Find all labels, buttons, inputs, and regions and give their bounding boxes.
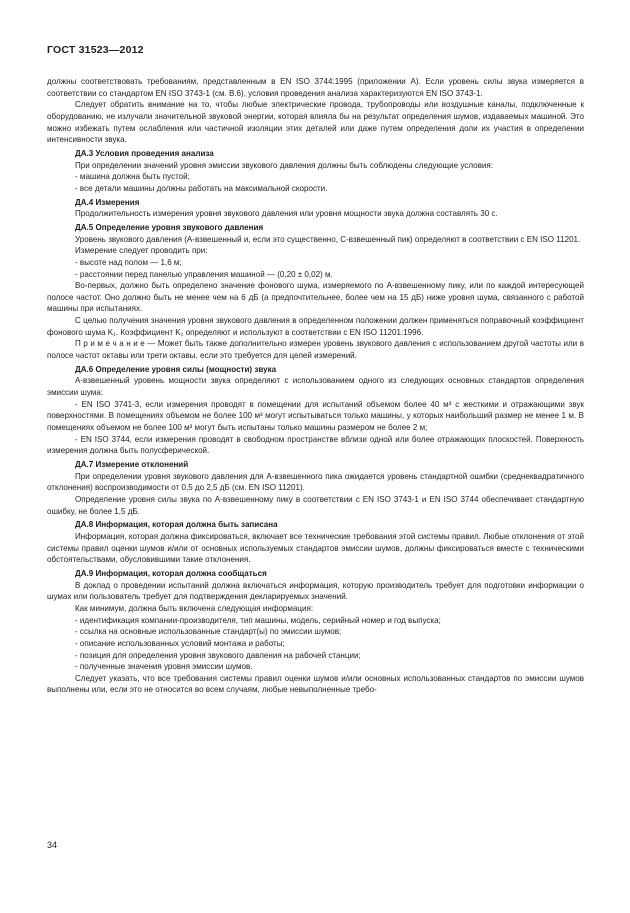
page-number: 34 [47,840,58,850]
section-heading: ДА.5 Определение уровня звукового давления [75,222,264,232]
paragraph: В доклад о проведении испытаний должна включаться информация, которую производитель требует для подготовки информации о шумах или пользователь требует для подтверждения декларируемых значений. [47,580,584,602]
section-heading: ДА.7 Измерение отклонений [75,460,189,469]
paragraph: Измерение следует проводить при: [75,246,208,256]
standard-header: ГОСТ 31523—2012 [47,44,144,56]
list-item: - EN ISO 3744, если измерения проводят в свободном пространстве вблизи одной или более отражающих плоскостей. Поверхность измерения должна быть полусферической. [47,434,584,456]
paragraph: A-взвешенный уровень мощности звука определяют с использованием одного из следующих основных стандартов определения эмиссии шума: [47,376,584,398]
section-heading: ДА.8 Информация, которая должна быть записана [75,520,278,530]
section-heading: ДА.3 Условия проведения анализа [75,148,214,158]
paragraph: Информация, которая должна фиксироваться, включает все технические требования этой системы правил. Любые отклонения от этой системы правил оценки шумов и/или от основных используемых стандартов эмиссии шумов, должны фиксироваться вместе с техническими обстоятельствами, обусловившими такие отклонения. [47,531,584,565]
document-body [47,76,584,696]
list-item: - высоте над полом — 1,6 м; [75,257,182,267]
paragraph: Во-первых, должно быть определено значение фонового шума, измеряемого по A-взвешенному пику, или по каждой интересующей полосе частот. Оно должно быть не менее чем на 6 дБ (а предпочтительнее, более чем на 15 дБ) ниже уровня шума, связанного с работой машины при испытаниях. [47,281,584,314]
note: П р и м е ч а н и е — Может быть также дополнительно измерен уровень звукового давления с использованием другой частоты или в полосе частот октавы или трети октавы, если это требуется для целей измерений. [47,339,584,361]
section-heading: ДА.9 Информация, которая должна сообщаться [75,568,267,578]
list-item: - полученные значения уровня эмиссии шумов. [75,662,253,672]
section-heading: ДА.4 Измерения [75,197,140,207]
paragraph: Как минимум, должна быть включена следующая информация: [75,603,314,613]
paragraph: С целью получения значения уровня звукового давления в определенном положении должен применяться поправочный коэффициент фонового шума K₁. Коэффициент K₁ определяют и используют в соответствии с EN ISO 11201:1996. [47,316,584,337]
list-item: - описание использованных условий монтажа и работы; [75,638,285,648]
paragraph: Уровень звукового давления (A-взвешенный и, если это существенно, C-взвешенный пик) определяют в соответствии с EN ISO 11201. [75,234,581,244]
paragraph: Определение уровня силы звука по A-взвешенному пику в соответствии с EN ISO 3743-1 и EN ISO 3744 обеспечивает стандартную ошибку, не более 1,5 дБ. [47,494,584,516]
list-item: - ссылка на основные использованные стандарт(ы) по эмиссии шумов; [75,627,342,637]
list-item: - позиция для определения уровня звукового давления на рабочей станции; [75,650,361,660]
list-item: - все детали машины должны работать на максимальной скорости. [75,183,328,193]
paragraph: Следует обратить внимание на то, чтобы любые электрические провода, трубопроводы или воздушные каналы, подключенные к оборудованию, не излучали значительной звуковой энергии, которая влияла бы на результат определения шумов, издаваемых машиной. Это можно избежать путем ослабления или частичной изоляции этих деталей или даже путем определения доли их участия в определении интенсивности звука. [47,100,584,145]
paragraph: должны соответствовать требованиям, представленным в EN ISO 3744:1995 (приложении А). Если уровень силы звука измеряется в соответствии со стандартом EN ISO 3743-1 (см. В.6), условия проведения анализа характеризуются EN ISO 3743-1. [47,77,584,98]
list-item: - идентификация компании-производителя, тип машины, модель, серийный номер и год выпуска; [75,615,441,625]
list-item: - машина должна быть пустой; [75,172,190,182]
paragraph: При определении значений уровня эмиссии звукового давления должны быть соблюдены следующие условия: [75,160,493,170]
paragraph: При определении уровня звукового давления для A-взвешенного пика ожидается уровень стандартной ошибки (среднеквадратичного отклонения) воспроизводимости от 0,5 до 2,5 дБ (см. EN ISO 11201). [47,471,584,493]
list-item: - расстоянии перед панелью управления машиной — (0,20 ± 0,02) м. [75,269,333,279]
paragraph: Следует указать, что все требования системы правил оценки шумов и/или основных использованных стандартов по эмиссии шумов выполнены или, если это не относится во всем случаям, любые невыполненные требо- [47,673,584,695]
section-heading: ДА.6 Определение уровня силы (мощности) звука [75,364,277,374]
list-item: - EN ISO 3741-3, если измерения проводят в помещении для испытаний объемом более 40 м³ с жесткими и отражающими звук поверхностями. В помещениях объемом не более 100 м³ могут испытываться только машины, у которых наибольший размер не менее 1 м. В помещениях объемом не более 100 м³ могут быть испытаны только машины размером не более 2 м; [47,399,584,433]
paragraph: Продолжительность измерения уровня звукового давления или уровня мощности звука должна составлять 30 с. [75,209,498,219]
